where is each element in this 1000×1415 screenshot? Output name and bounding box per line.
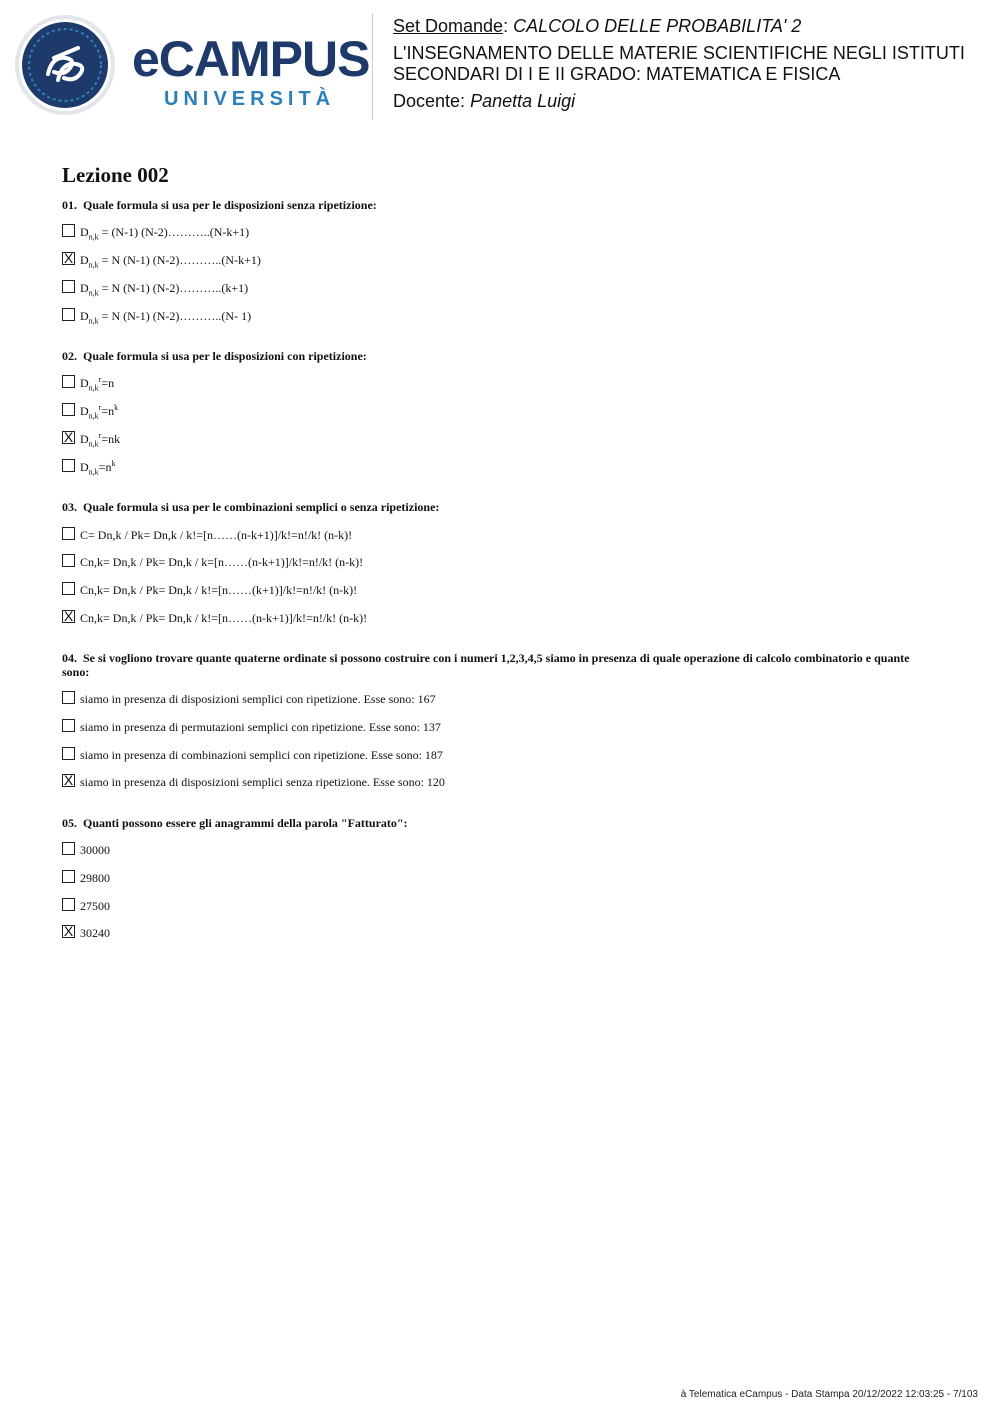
option-text: $D_{n,k} = N$ (N-1) (N-2)………..(k+1) <box>80 281 249 298</box>
option-text: $D_{n,k} = (N-1)$ (N-2)………..(N-k+1) <box>80 225 250 242</box>
question-05 <box>62 816 932 830</box>
option-text: siamo in presenza di combinazioni semplici con ripetizione. Esse sono: 187 <box>80 748 443 762</box>
answer-checkbox[interactable]: X <box>63 772 74 788</box>
question-number: 01. <box>62 198 77 212</box>
option-text: 30240 <box>80 926 110 940</box>
answer-checkbox[interactable] <box>62 280 75 293</box>
set-title-line: Set Domande: CALCOLO DELLE PROBABILITA' 2 <box>393 16 802 36</box>
answer-checkbox[interactable]: X <box>63 429 74 445</box>
answer-checkbox[interactable] <box>62 898 75 911</box>
ecampus-logo <box>14 14 370 118</box>
answer-checkbox[interactable]: X <box>63 923 74 939</box>
question-01 <box>62 198 932 212</box>
option-text: $D_{n,k} = N$ (N-1) (N-2)………..(N-k+1) <box>80 253 261 270</box>
answer-checkbox[interactable] <box>62 582 75 595</box>
answer-checkbox[interactable] <box>62 554 75 567</box>
answer-checkbox[interactable] <box>62 719 75 732</box>
lesson-title: Lezione 002 <box>62 163 169 187</box>
question-text: Quale formula si usa per le combinazioni semplici o senza ripetizione: <box>83 500 440 514</box>
question-number: 04. <box>62 651 77 665</box>
logo-subtitle: UNIVERSITÀ <box>164 88 336 110</box>
answer-checkbox[interactable] <box>62 459 75 472</box>
question-number: 05. <box>62 816 77 830</box>
header-divider <box>372 14 373 120</box>
answer-checkbox[interactable]: X <box>63 608 74 624</box>
teacher-line: Docente: Panetta Luigi <box>393 91 576 111</box>
answer-checkbox[interactable] <box>62 224 75 237</box>
option-text: 29800 <box>80 871 110 885</box>
answer-checkbox[interactable] <box>62 403 75 416</box>
answer-checkbox[interactable] <box>62 842 75 855</box>
option-text: Cn,k= Dn,k / Pk= Dn,k / k=[n……(n-k+1)]/k!=n!/k! (n-k)! <box>80 555 364 569</box>
question-02 <box>62 349 932 363</box>
course-title-line-1: L'INSEGNAMENTO DELLE MATERIE SCIENTIFICHE NEGLI ISTITUTI <box>393 43 965 63</box>
question-number: 03. <box>62 500 77 514</box>
answer-checkbox[interactable] <box>62 747 75 760</box>
teacher-name: Panetta Luigi <box>470 91 576 111</box>
option-text: 27500 <box>80 899 110 913</box>
option-text: $D_{n,k}^r=nk$ <box>80 431 121 449</box>
question-number: 02. <box>62 349 77 363</box>
option-text: siamo in presenza di disposizioni semplici con ripetizione. Esse sono: 167 <box>80 692 436 706</box>
university-seal-icon <box>14 14 116 116</box>
option-text: 30000 <box>80 843 110 857</box>
answer-checkbox[interactable] <box>62 375 75 388</box>
question-03 <box>62 500 932 514</box>
answer-checkbox[interactable] <box>62 870 75 883</box>
option-text: $D_{n,k}=n^k$ <box>80 459 116 477</box>
print-footer: à Telematica eCampus - Data Stampa 20/12/2022 12:03:25 - 7/103 <box>680 1389 978 1400</box>
question-text: Quale formula si usa per le disposizioni senza ripetizione: <box>83 198 377 212</box>
answer-checkbox[interactable] <box>62 691 75 704</box>
option-text: C= Dn,k / Pk= Dn,k / k!=[n……(n-k+1)]/k!=n!/k! (n-k)! <box>80 528 353 542</box>
logo-wordmark: eCAMPUS <box>132 31 370 87</box>
course-title-line-2: SECONDARI DI I E II GRADO: MATEMATICA E FISICA <box>393 64 841 84</box>
question-text: Quanti possono essere gli anagrammi della parola "Fatturato": <box>83 816 408 830</box>
answer-checkbox[interactable]: X <box>63 250 74 266</box>
option-text: $D_{n,k}^r=n^k$ <box>80 403 119 421</box>
option-text: Cn,k= Dn,k / Pk= Dn,k / k!=[n……(k+1)]/k!=n!/k! (n-k)! <box>80 583 358 597</box>
option-text: Cn,k= Dn,k / Pk= Dn,k / k!=[n……(n-k+1)]/k!=n!/k! (n-k)! <box>80 611 368 625</box>
question-text: Quale formula si usa per le disposizioni con ripetizione: <box>83 349 367 363</box>
option-text: $D_{n,k} = N$ (N-1) (N-2)………..(N- 1) <box>80 309 252 326</box>
answer-checkbox[interactable] <box>62 308 75 321</box>
option-text: siamo in presenza di disposizioni semplici senza ripetizione. Esse sono: 120 <box>80 775 445 789</box>
question-text: Se si vogliono trovare quante quaterne ordinate si possono costruire con i numeri 1,2,3,4,5 siamo in presenza di quale operazione di calcolo combinatorio e quante sono: <box>62 651 910 679</box>
teacher-label: Docente <box>393 91 461 111</box>
answer-checkbox[interactable] <box>62 527 75 540</box>
question-04 <box>62 651 932 679</box>
set-label: Set Domande <box>393 16 504 36</box>
set-title: CALCOLO DELLE PROBABILITA' 2 <box>513 16 802 36</box>
option-text: $D_{n,k}^r=n$ <box>80 375 115 393</box>
option-text: siamo in presenza di permutazioni semplici con ripetizione. Esse sono: 137 <box>80 720 441 734</box>
